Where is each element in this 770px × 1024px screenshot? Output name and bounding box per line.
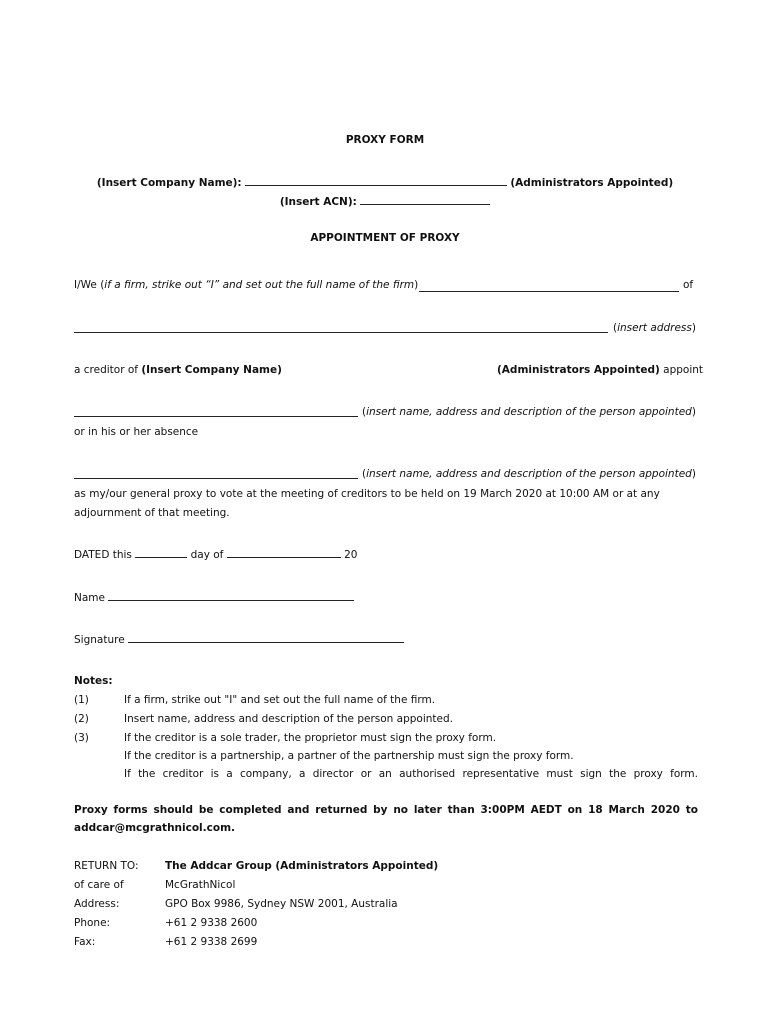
phone-label: Phone: [74, 917, 111, 929]
company-label: (Insert Company Name): [96, 177, 242, 189]
we-suffix: of [683, 279, 694, 291]
general-proxy-line1: as my/our general proxy to vote at the meeting of creditors to be held on 19 March 2020 at 10:00 AM or at any [74, 488, 660, 500]
return-label: RETURN TO: [74, 860, 139, 872]
creditor-admin: (Administrators Appointed) [497, 364, 660, 376]
note-num: (3) [74, 732, 89, 744]
company-line [0, 175, 770, 189]
acn-line [0, 194, 770, 208]
address-close: ) [691, 322, 696, 334]
dated-label: DATED this [74, 549, 132, 561]
proxy1-blank[interactable] [74, 406, 358, 417]
proxy1-open: ( [362, 406, 367, 418]
proxy2-hint [362, 468, 696, 480]
dated-day-of: day of [190, 549, 224, 561]
fax-label: Fax: [74, 936, 96, 948]
notes-heading: Notes: [74, 675, 113, 687]
fax-value: +61 2 9338 2699 [165, 936, 258, 948]
address-open: ( [613, 322, 618, 334]
creditor-company: (Insert Company Name) [141, 364, 282, 376]
acn-blank[interactable] [360, 194, 490, 205]
we-instruction: if a firm, strike out “I” and set out the full name of the firm [104, 279, 415, 291]
we-prefix: I/We ( [74, 279, 105, 291]
proxy2-blank[interactable] [74, 468, 358, 479]
address-hint [613, 322, 696, 334]
address-italic: insert address [617, 322, 692, 334]
company-name-blank[interactable] [245, 175, 507, 186]
creditor-line [74, 364, 282, 376]
address-blank[interactable] [74, 322, 608, 333]
creditor-prefix: a creditor of [74, 364, 138, 376]
acn-label: (Insert ACN): [279, 196, 357, 208]
care-of-value: McGrathNicol [165, 879, 236, 891]
proxy2-close: ) [691, 468, 696, 480]
absence-text: or in his or her absence [74, 426, 199, 438]
firm-name-blank[interactable] [419, 281, 679, 292]
note-text: If a firm, strike out "I" and set out the full name of the firm. [124, 694, 436, 706]
note-continuation-2: If the creditor is a company, a director or an authorised representative must sign the proxy form. [124, 768, 698, 780]
return-value: The Addcar Group (Administrators Appointed) [165, 860, 439, 872]
address-value: GPO Box 9986, Sydney NSW 2001, Australia [165, 898, 398, 910]
general-proxy-line2: adjournment of that meeting. [74, 507, 230, 519]
name-label: Name [74, 592, 105, 604]
proxy1-close: ) [691, 406, 696, 418]
name-line [74, 590, 354, 604]
proxy1-hint [362, 406, 696, 418]
dated-line [74, 547, 357, 561]
creditor-right [497, 364, 703, 376]
form-title: PROXY FORM [345, 134, 425, 146]
we-line [74, 279, 418, 291]
care-of-label: of care of [74, 879, 124, 891]
dated-month-blank[interactable] [227, 547, 341, 558]
proxy1-italic: insert name, address and description of the person appointed [366, 406, 692, 418]
note-continuation-1: If the creditor is a partnership, a partner of the partnership must sign the proxy form. [124, 750, 574, 762]
phone-value: +61 2 9338 2600 [165, 917, 258, 929]
address-label: Address: [74, 898, 120, 910]
section-title: APPOINTMENT OF PROXY [310, 232, 460, 244]
note-text: If the creditor is a sole trader, the proprietor must sign the proxy form. [124, 732, 497, 744]
note-num: (1) [74, 694, 89, 706]
dated-year: 20 [344, 549, 358, 561]
dated-day-blank[interactable] [135, 547, 187, 558]
proxy2-italic: insert name, address and description of the person appointed [366, 468, 692, 480]
proxy2-open: ( [362, 468, 367, 480]
signature-label: Signature [74, 634, 125, 646]
deadline-line1: Proxy forms should be completed and returned by no later than 3:00PM AEDT on 18 March 2020 to [74, 804, 698, 816]
signature-line [74, 632, 404, 646]
note-num: (2) [74, 713, 89, 725]
company-suffix: (Administrators Appointed) [510, 177, 674, 189]
creditor-suffix: appoint [663, 364, 704, 376]
note-text: Insert name, address and description of the person appointed. [124, 713, 454, 725]
signature-blank[interactable] [128, 632, 404, 643]
name-blank[interactable] [108, 590, 354, 601]
deadline-line2: addcar@mcgrathnicol.com. [74, 822, 236, 834]
we-close: ) [414, 279, 419, 291]
